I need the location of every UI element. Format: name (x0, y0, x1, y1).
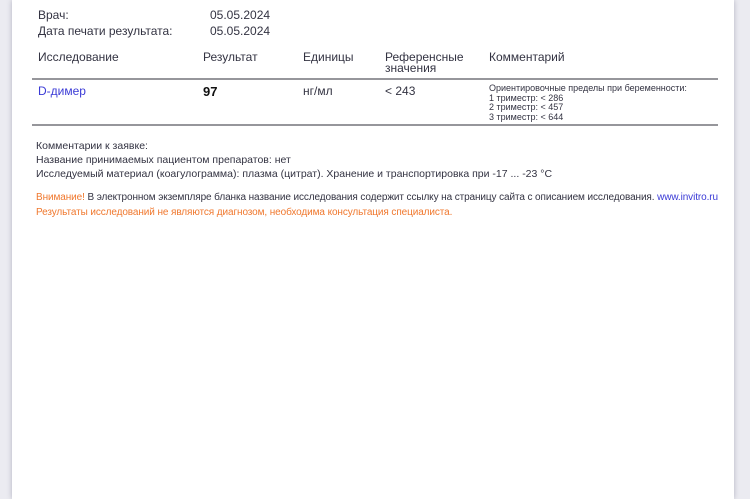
medications-line: Название принимаемых пациентом препаратов: нет (36, 154, 291, 166)
comment-line: 1 триместр: < 286 (489, 92, 564, 103)
header-test: Исследование (38, 50, 119, 64)
result-value: 97 (203, 84, 218, 99)
reference-cell: < 243 (385, 84, 416, 98)
doctor-row (38, 7, 734, 23)
results-table (32, 49, 718, 126)
invitro-link[interactable]: www.invitro.ru (657, 192, 718, 203)
request-comments (36, 139, 734, 181)
doctor-value: 05.05.2024 (210, 8, 271, 22)
attention-label: Внимание! (36, 192, 85, 203)
request-comments-title: Комментарии к заявке: (36, 140, 148, 152)
print-date-row (38, 23, 734, 39)
result-cell (203, 84, 303, 122)
comment-cell (489, 84, 718, 122)
header-comment: Комментарий (489, 50, 565, 64)
lab-report-document (12, 0, 734, 499)
print-date-value: 05.05.2024 (210, 24, 271, 38)
material-line: Исследуемый материал (коагулограмма): плазма (цитрат). Хранение и транспортировка при -17 ... -23 °C (36, 168, 553, 180)
report-meta (12, 0, 734, 39)
test-name-cell (32, 84, 203, 122)
header-result: Результат (203, 50, 258, 64)
comment-line: 2 триместр: < 457 (489, 102, 564, 112)
attention-line (36, 190, 734, 205)
notice-block (36, 190, 734, 220)
test-name-link[interactable]: D-димер (38, 84, 86, 98)
disclaimer-line: Результаты исследований не являются диагнозом, необходима консультация специалиста. (36, 207, 453, 218)
table-row (32, 80, 718, 126)
doctor-label: Врач: (38, 8, 69, 22)
comment-line: 3 триместр: < 644 (489, 111, 564, 122)
header-units: Единицы (303, 50, 354, 64)
attention-text: В электронном экземпляре бланка название исследования содержит ссылку на страницу сайта с описанием исследования. (84, 192, 658, 203)
comment-line: Ориентировочные пределы при беременности: (489, 83, 687, 93)
print-date-label: Дата печати результата: (38, 24, 173, 38)
units-cell: нг/мл (303, 84, 333, 98)
results-table-header (32, 49, 718, 80)
header-reference: Референсные значения (385, 50, 464, 75)
